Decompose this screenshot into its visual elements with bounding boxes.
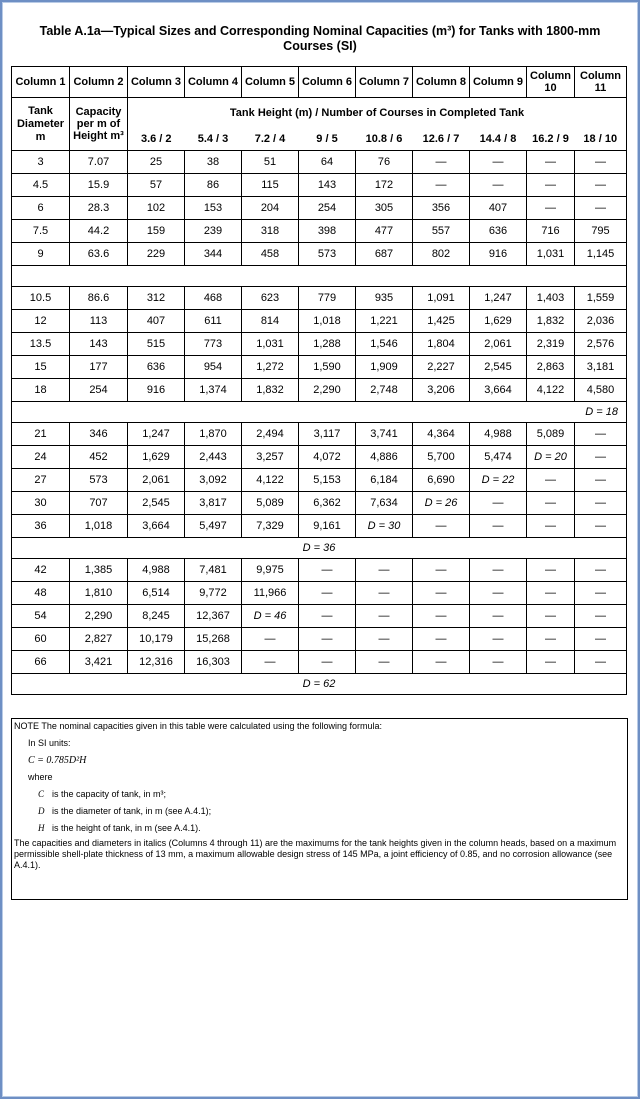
capacity-cell: —: [299, 628, 356, 651]
capacity-cell: 2,319: [527, 333, 575, 356]
capacity-cell: 3,664: [470, 379, 527, 402]
capacity-cell: —: [413, 651, 470, 674]
capacity-cell: 1,870: [185, 423, 242, 446]
capacity-cell: 773: [185, 333, 242, 356]
capacity-per-m-cell: 177: [70, 356, 128, 379]
capacity-cell: 398: [299, 220, 356, 243]
capacity-cell: 1,288: [299, 333, 356, 356]
capacity-cell: 12,367: [185, 605, 242, 628]
table-row: [12, 469, 627, 492]
capacity-cell: 2,494: [242, 423, 299, 446]
capacity-cell: —: [299, 559, 356, 582]
capacity-cell: 916: [470, 243, 527, 266]
capacity-cell: D = 22: [470, 469, 527, 492]
capacity-cell: 57: [128, 174, 185, 197]
capacity-per-m-cell: 2,290: [70, 605, 128, 628]
column-label: Column 9: [470, 67, 527, 98]
def-text: is the capacity of tank, in m³;: [52, 789, 167, 799]
capacity-cell: 573: [299, 243, 356, 266]
note-def-h: [14, 823, 625, 834]
capacity-cell: —: [575, 469, 627, 492]
capacity-cell: —: [575, 423, 627, 446]
capacity-per-m-cell: 86.6: [70, 287, 128, 310]
capacity-cell: 1,091: [413, 287, 470, 310]
diameter-cell: 13.5: [12, 333, 70, 356]
diameter-cell: 42: [12, 559, 70, 582]
capacity-cell: 5,700: [413, 446, 470, 469]
capacity-cell: D = 26: [413, 492, 470, 515]
capacity-cell: 1,374: [185, 379, 242, 402]
tank-height-header: Tank Height (m) / Number of Courses in Completed Tank: [128, 98, 627, 129]
capacity-cell: 468: [185, 287, 242, 310]
capacity-cell: 1,909: [356, 356, 413, 379]
capacity-cell: 4,122: [242, 469, 299, 492]
capacity-cell: 716: [527, 220, 575, 243]
tank-diameter-header: Tank Diameter m: [12, 98, 70, 151]
capacity-cell: —: [575, 628, 627, 651]
diameter-cell: 48: [12, 582, 70, 605]
group-separator-row: [12, 266, 627, 287]
capacity-cell: 2,545: [470, 356, 527, 379]
capacity-cell: 172: [356, 174, 413, 197]
capacity-cell: 802: [413, 243, 470, 266]
capacity-cell: 10,179: [128, 628, 185, 651]
diameter-cell: 6: [12, 197, 70, 220]
capacity-cell: —: [413, 174, 470, 197]
capacity-per-m-cell: 3,421: [70, 651, 128, 674]
table-row: [12, 492, 627, 515]
column-label: Column 8: [413, 67, 470, 98]
diameter-cell: 27: [12, 469, 70, 492]
diameter-cell: 60: [12, 628, 70, 651]
capacity-cell: 1,145: [575, 243, 627, 266]
capacity-cell: 5,089: [527, 423, 575, 446]
capacity-cell: —: [356, 651, 413, 674]
column-label: Column 7: [356, 67, 413, 98]
capacity-cell: 954: [185, 356, 242, 379]
capacity-cell: 7,329: [242, 515, 299, 538]
diameter-cell: 10.5: [12, 287, 70, 310]
capacity-per-m-cell: 28.3: [70, 197, 128, 220]
capacity-cell: 795: [575, 220, 627, 243]
def-symbol: D: [38, 806, 45, 816]
def-symbol: C: [38, 789, 45, 799]
table-row: [12, 197, 627, 220]
capacity-cell: —: [470, 605, 527, 628]
table-row: [12, 605, 627, 628]
capacity-cell: 1,629: [470, 310, 527, 333]
height-header: 16.2 / 9: [527, 128, 575, 151]
capacity-cell: —: [356, 605, 413, 628]
capacity-cell: 3,257: [242, 446, 299, 469]
capacity-cell: 2,545: [128, 492, 185, 515]
capacity-table: [11, 66, 627, 695]
capacity-per-m-cell: 1,018: [70, 515, 128, 538]
column-label: Column 3: [128, 67, 185, 98]
capacity-cell: —: [299, 605, 356, 628]
capacity-cell: —: [299, 651, 356, 674]
height-header: 7.2 / 4: [242, 128, 299, 151]
capacity-cell: 2,061: [470, 333, 527, 356]
capacity-cell: 2,227: [413, 356, 470, 379]
capacity-per-m-cell: 346: [70, 423, 128, 446]
capacity-cell: 4,988: [470, 423, 527, 446]
diameter-limit-note: D = 62: [12, 674, 627, 695]
capacity-cell: 1,247: [470, 287, 527, 310]
capacity-cell: —: [527, 492, 575, 515]
capacity-cell: —: [575, 174, 627, 197]
capacity-cell: 239: [185, 220, 242, 243]
capacity-cell: 407: [128, 310, 185, 333]
column-label: Column 6: [299, 67, 356, 98]
height-header: 18 / 10: [575, 128, 627, 151]
note-def-c: [14, 789, 625, 800]
column-label: Column 10: [527, 67, 575, 98]
capacity-cell: 1,018: [299, 310, 356, 333]
capacity-cell: 687: [356, 243, 413, 266]
capacity-cell: 11,966: [242, 582, 299, 605]
capacity-cell: 25: [128, 151, 185, 174]
column-label: Column 2: [70, 67, 128, 98]
capacity-cell: 2,061: [128, 469, 185, 492]
table-title: Table A.1a—Typical Sizes and Corresponding Nominal Capacities (m³) for Tanks with 1800-mm Courses (SI): [39, 24, 601, 53]
capacity-per-m-cell: 15.9: [70, 174, 128, 197]
height-header: 3.6 / 2: [128, 128, 185, 151]
capacity-cell: 2,036: [575, 310, 627, 333]
capacity-per-m-cell: 63.6: [70, 243, 128, 266]
capacity-cell: 1,272: [242, 356, 299, 379]
table-row: [12, 628, 627, 651]
capacity-cell: —: [356, 559, 413, 582]
capacity-cell: 1,031: [242, 333, 299, 356]
capacity-cell: 4,886: [356, 446, 413, 469]
capacity-cell: —: [470, 174, 527, 197]
capacity-cell: —: [527, 605, 575, 628]
capacity-cell: —: [470, 628, 527, 651]
table-row: [12, 515, 627, 538]
capacity-cell: 6,362: [299, 492, 356, 515]
capacity-cell: 916: [128, 379, 185, 402]
table-row: [12, 559, 627, 582]
capacity-cell: —: [299, 582, 356, 605]
capacity-cell: 102: [128, 197, 185, 220]
diameter-cell: 36: [12, 515, 70, 538]
capacity-cell: 4,364: [413, 423, 470, 446]
capacity-per-m-cell: 143: [70, 333, 128, 356]
capacity-cell: —: [413, 559, 470, 582]
capacity-cell: 611: [185, 310, 242, 333]
capacity-cell: 5,497: [185, 515, 242, 538]
capacity-cell: —: [242, 628, 299, 651]
table-row: [12, 151, 627, 174]
blank-separator: [12, 266, 627, 287]
diameter-cell: 12: [12, 310, 70, 333]
capacity-cell: —: [356, 582, 413, 605]
capacity-cell: —: [575, 197, 627, 220]
capacity-per-m-cell: 707: [70, 492, 128, 515]
capacity-cell: 318: [242, 220, 299, 243]
height-header: 9 / 5: [299, 128, 356, 151]
height-header: 10.8 / 6: [356, 128, 413, 151]
capacity-cell: D = 30: [356, 515, 413, 538]
diameter-cell: 3: [12, 151, 70, 174]
column-label: Column 4: [185, 67, 242, 98]
diameter-cell: 18: [12, 379, 70, 402]
capacity-cell: 2,290: [299, 379, 356, 402]
diameter-cell: 30: [12, 492, 70, 515]
table-row: [12, 310, 627, 333]
capacity-cell: —: [527, 628, 575, 651]
capacity-cell: —: [527, 515, 575, 538]
capacity-cell: 1,590: [299, 356, 356, 379]
capacity-cell: —: [242, 651, 299, 674]
capacity-cell: 356: [413, 197, 470, 220]
capacity-cell: 9,975: [242, 559, 299, 582]
capacity-cell: 1,832: [527, 310, 575, 333]
capacity-cell: 6,514: [128, 582, 185, 605]
capacity-cell: 2,748: [356, 379, 413, 402]
capacity-cell: 5,153: [299, 469, 356, 492]
capacity-cell: D = 20: [527, 446, 575, 469]
diameter-limit-note: D = 18: [12, 402, 627, 423]
capacity-cell: 204: [242, 197, 299, 220]
capacity-cell: 9,772: [185, 582, 242, 605]
capacity-cell: 935: [356, 287, 413, 310]
capacity-per-m-cell: 1,810: [70, 582, 128, 605]
capacity-cell: 557: [413, 220, 470, 243]
capacity-cell: 312: [128, 287, 185, 310]
capacity-per-m-cell: 7.07: [70, 151, 128, 174]
capacity-cell: —: [527, 174, 575, 197]
note-formula: C = 0.785D²H: [28, 755, 87, 766]
capacity-cell: 38: [185, 151, 242, 174]
capacity-cell: 51: [242, 151, 299, 174]
capacity-cell: 1,629: [128, 446, 185, 469]
capacity-cell: 1,832: [242, 379, 299, 402]
capacity-cell: 5,474: [470, 446, 527, 469]
diameter-cell: 15: [12, 356, 70, 379]
group-separator-row: [12, 402, 627, 423]
diameter-cell: 66: [12, 651, 70, 674]
column-number-row: [12, 67, 627, 98]
capacity-cell: 3,817: [185, 492, 242, 515]
column-label: Column 11: [575, 67, 627, 98]
capacity-cell: 229: [128, 243, 185, 266]
diameter-cell: 7.5: [12, 220, 70, 243]
capacity-per-m-cell: 573: [70, 469, 128, 492]
column-label: Column 1: [12, 67, 70, 98]
capacity-cell: 86: [185, 174, 242, 197]
height-header: 5.4 / 3: [185, 128, 242, 151]
diameter-cell: 54: [12, 605, 70, 628]
table-row: [12, 582, 627, 605]
capacity-header: Capacity per m of Height m³: [70, 98, 128, 151]
capacity-cell: 9,161: [299, 515, 356, 538]
diameter-limit-note: D = 36: [12, 538, 627, 559]
capacity-cell: 1,403: [527, 287, 575, 310]
capacity-cell: 458: [242, 243, 299, 266]
capacity-cell: 1,559: [575, 287, 627, 310]
capacity-cell: —: [470, 515, 527, 538]
capacity-cell: 7,634: [356, 492, 413, 515]
capacity-cell: —: [527, 582, 575, 605]
group-separator-row: [12, 538, 627, 559]
table-row: [12, 243, 627, 266]
table-note: [11, 718, 628, 900]
capacity-cell: 2,863: [527, 356, 575, 379]
capacity-cell: 254: [299, 197, 356, 220]
capacity-per-m-cell: 254: [70, 379, 128, 402]
capacity-cell: 1,221: [356, 310, 413, 333]
capacity-cell: 15,268: [185, 628, 242, 651]
capacity-cell: 814: [242, 310, 299, 333]
capacity-cell: 4,988: [128, 559, 185, 582]
capacity-cell: —: [470, 151, 527, 174]
capacity-cell: 779: [299, 287, 356, 310]
capacity-cell: 115: [242, 174, 299, 197]
capacity-cell: 305: [356, 197, 413, 220]
capacity-cell: 2,443: [185, 446, 242, 469]
diameter-cell: 4.5: [12, 174, 70, 197]
capacity-cell: 6,184: [356, 469, 413, 492]
header-row-1: [12, 98, 627, 129]
capacity-cell: —: [413, 628, 470, 651]
capacity-cell: —: [575, 446, 627, 469]
capacity-cell: 4,580: [575, 379, 627, 402]
capacity-cell: —: [470, 651, 527, 674]
capacity-cell: 1,804: [413, 333, 470, 356]
capacity-cell: 64: [299, 151, 356, 174]
table-row: [12, 651, 627, 674]
capacity-cell: —: [470, 492, 527, 515]
capacity-cell: 3,206: [413, 379, 470, 402]
capacity-cell: —: [527, 469, 575, 492]
diameter-cell: 24: [12, 446, 70, 469]
capacity-cell: 4,072: [299, 446, 356, 469]
capacity-cell: D = 46: [242, 605, 299, 628]
capacity-cell: 636: [470, 220, 527, 243]
diameter-cell: 9: [12, 243, 70, 266]
capacity-cell: 153: [185, 197, 242, 220]
table-row: [12, 423, 627, 446]
capacity-cell: 5,089: [242, 492, 299, 515]
diameter-cell: 21: [12, 423, 70, 446]
def-text: is the diameter of tank, in m (see A.4.1);: [52, 806, 212, 816]
capacity-cell: 159: [128, 220, 185, 243]
capacity-cell: 407: [470, 197, 527, 220]
capacity-cell: —: [575, 651, 627, 674]
capacity-cell: 3,092: [185, 469, 242, 492]
capacity-cell: 623: [242, 287, 299, 310]
note-intro: NOTE The nominal capacities given in this table were calculated using the following formula:: [14, 721, 383, 731]
capacity-cell: 16,303: [185, 651, 242, 674]
capacity-cell: 6,690: [413, 469, 470, 492]
column-label: Column 5: [242, 67, 299, 98]
capacity-cell: —: [413, 151, 470, 174]
table-row: [12, 356, 627, 379]
capacity-cell: —: [575, 582, 627, 605]
capacity-cell: 1,247: [128, 423, 185, 446]
capacity-cell: 515: [128, 333, 185, 356]
capacity-cell: 7,481: [185, 559, 242, 582]
capacity-cell: —: [575, 151, 627, 174]
capacity-cell: 3,117: [299, 423, 356, 446]
capacity-cell: 2,576: [575, 333, 627, 356]
capacity-cell: 8,245: [128, 605, 185, 628]
capacity-cell: —: [356, 628, 413, 651]
capacity-cell: 477: [356, 220, 413, 243]
capacity-cell: —: [527, 197, 575, 220]
note-closing: The capacities and diameters in italics (Columns 4 through 11) are the maximums for the tank heights given in the column heads, based on a maximum permissible shell-plate thickness of 13 mm, a maximum allowable design stress of 145 MPa, a joint efficiency of 0.85, and no corrosion allowance (see A.4.1).: [14, 838, 617, 870]
note-si-units: In SI units:: [28, 738, 71, 748]
table-row: [12, 220, 627, 243]
capacity-cell: 3,741: [356, 423, 413, 446]
capacity-per-m-cell: 113: [70, 310, 128, 333]
group-separator-row: [12, 674, 627, 695]
capacity-cell: 143: [299, 174, 356, 197]
table-row: [12, 446, 627, 469]
capacity-cell: 4,122: [527, 379, 575, 402]
capacity-cell: 636: [128, 356, 185, 379]
capacity-per-m-cell: 1,385: [70, 559, 128, 582]
table-row: [12, 174, 627, 197]
capacity-cell: —: [527, 151, 575, 174]
table-row: [12, 287, 627, 310]
capacity-cell: —: [527, 651, 575, 674]
capacity-cell: —: [527, 559, 575, 582]
capacity-per-m-cell: 2,827: [70, 628, 128, 651]
capacity-cell: —: [575, 492, 627, 515]
def-text: is the height of tank, in m (see A.4.1).: [52, 823, 201, 833]
table-row: [12, 333, 627, 356]
capacity-cell: —: [575, 515, 627, 538]
capacity-cell: —: [575, 559, 627, 582]
capacity-per-m-cell: 452: [70, 446, 128, 469]
capacity-cell: 3,181: [575, 356, 627, 379]
capacity-cell: 344: [185, 243, 242, 266]
def-symbol: H: [38, 823, 45, 833]
capacity-cell: 1,546: [356, 333, 413, 356]
table-row: [12, 379, 627, 402]
height-header: 14.4 / 8: [470, 128, 527, 151]
capacity-cell: 1,031: [527, 243, 575, 266]
note-def-d: [14, 806, 625, 817]
capacity-cell: —: [413, 515, 470, 538]
note-where: where: [28, 772, 53, 782]
capacity-cell: —: [470, 582, 527, 605]
capacity-cell: —: [413, 582, 470, 605]
capacity-cell: —: [575, 605, 627, 628]
capacity-cell: 1,425: [413, 310, 470, 333]
capacity-cell: —: [470, 559, 527, 582]
capacity-cell: 76: [356, 151, 413, 174]
capacity-cell: 3,664: [128, 515, 185, 538]
capacity-cell: 12,316: [128, 651, 185, 674]
height-header: 12.6 / 7: [413, 128, 470, 151]
capacity-per-m-cell: 44.2: [70, 220, 128, 243]
capacity-cell: —: [413, 605, 470, 628]
